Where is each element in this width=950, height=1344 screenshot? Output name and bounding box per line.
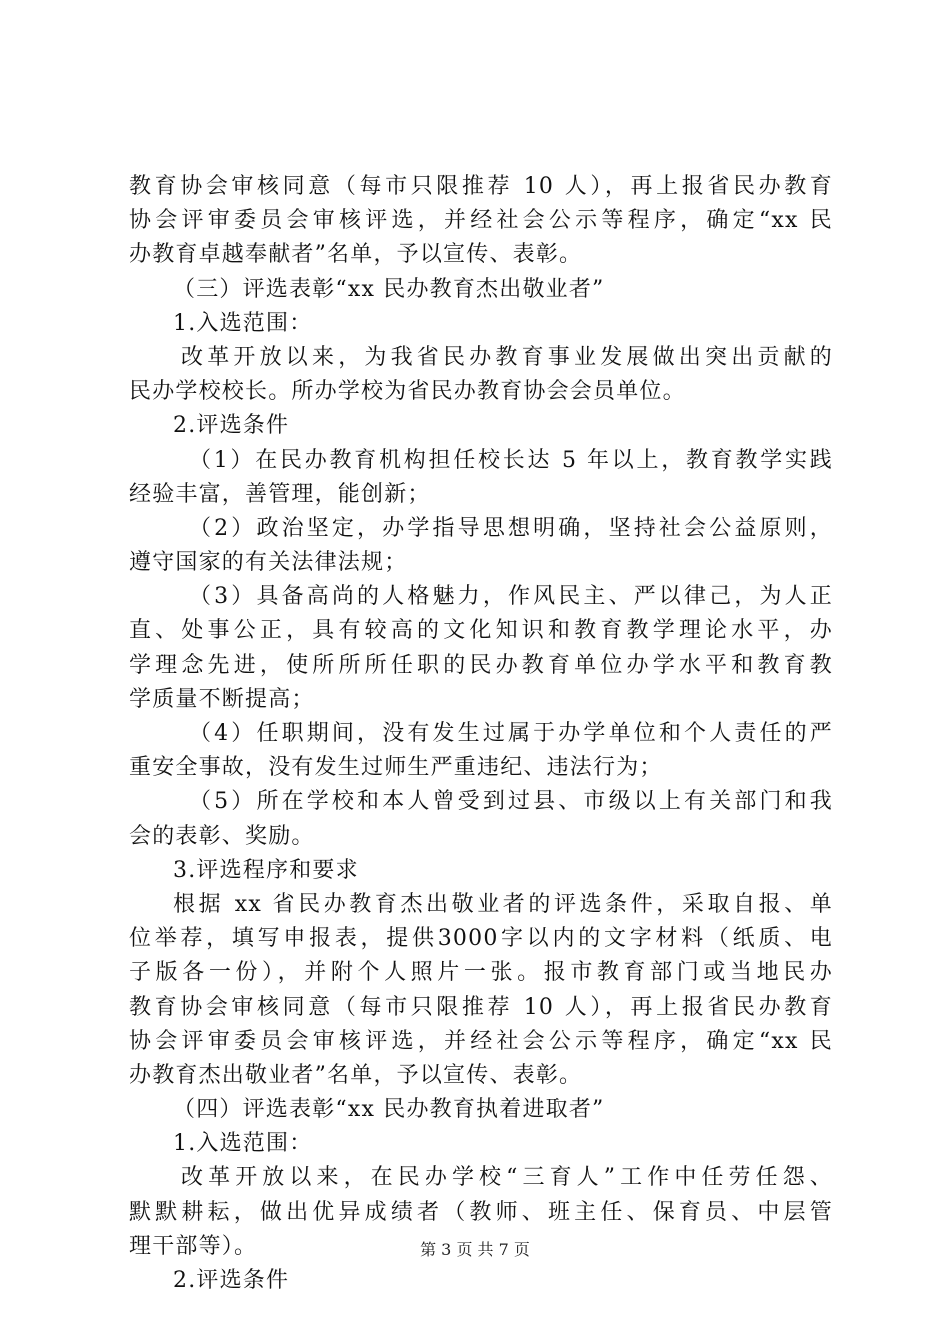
paragraph-line: 改革开放以来，在民办学校“三育人”工作中任劳任怨、: [181, 1165, 833, 1191]
page-number-footer: 第 3 页 共 7 页: [420, 1240, 530, 1259]
paragraph-line: 改革开放以来，为我省民办教育事业发展做出突出贡献的: [181, 344, 833, 370]
paragraph-line: 办教育卓越奉献者”名单，予以宣传、表彰。: [129, 242, 583, 268]
list-item-line: 学质量不断提高；: [129, 686, 315, 712]
document-body: [129, 170, 833, 1298]
subsection-heading: 1.入选范围：: [173, 310, 313, 336]
section-heading: （三）评选表彰“xx 民办教育杰出敬业者”: [173, 276, 605, 302]
paragraph-line: 协会评审委员会审核评选，并经社会公示等程序，确定“xx 民: [129, 208, 833, 234]
list-item-line: （4）任职期间，没有发生过属于办学单位和个人责任的严: [189, 721, 833, 746]
list-item-line: 经验丰富，善管理，能创新；: [129, 481, 431, 507]
list-item-line: （5）所在学校和本人曾受到过县、市级以上有关部门和我: [189, 789, 833, 815]
paragraph-line: 理干部等）。: [129, 1233, 258, 1259]
list-item-line: （1）在民办教育机构担任校长达 5 年以上，教育教学实践: [189, 447, 833, 473]
paragraph-line: 根据 xx 省民办教育杰出敬业者的评选条件，采取自报、单: [173, 891, 833, 917]
section-heading: （四）评选表彰“xx 民办教育执着进取者”: [173, 1097, 605, 1123]
subsection-heading: 1.入选范围：: [173, 1131, 313, 1157]
paragraph-line: 民办学校校长。所办学校为省民办教育协会会员单位。: [129, 379, 686, 405]
paragraph-line: 默默耕耘，做出优异成绩者（教师、班主任、保育员、中层管: [129, 1199, 833, 1225]
list-item-line: 遵守国家的有关法律法规；: [129, 550, 408, 576]
list-item-line: 学理念先进，使所所所任职的民办教育单位办学水平和教育教: [129, 652, 833, 678]
list-item-line: （3）具备高尚的人格魅力，作风民主、严以律己，为人正: [189, 584, 833, 610]
subsection-heading: 3.评选程序和要求: [173, 857, 359, 883]
list-item-line: 重安全事故，没有发生过师生严重违纪、违法行为；: [129, 755, 663, 781]
subsection-heading: 2.评选条件: [173, 413, 290, 439]
paragraph-line: 协会评审委员会审核评选，并经社会公示等程序，确定“xx 民: [129, 1028, 833, 1054]
subsection-heading: 2.评选条件: [173, 1268, 290, 1293]
paragraph-line: 位举荐，填写申报表，提供3000字以内的文字材料（纸质、电: [129, 926, 833, 952]
list-item-line: （2）政治坚定，办学指导思想明确，坚持社会公益原则，: [189, 515, 833, 541]
paragraph-line: 教育协会审核同意（每市只限推荐 10 人），再上报省民办教育: [129, 174, 833, 199]
paragraph-line: 办教育杰出敬业者”名单，予以宣传、表彰。: [129, 1062, 583, 1088]
list-item-line: 会的表彰、奖励。: [129, 823, 315, 849]
paragraph-line: 子版各一份），并附个人照片一张。报市教育部门或当地民办: [129, 960, 833, 986]
paragraph-line: 教育协会审核同意（每市只限推荐 10 人），再上报省民办教育: [129, 994, 833, 1020]
list-item-line: 直、处事公正，具有较高的文化知识和教育教学理论水平，办: [129, 618, 833, 644]
